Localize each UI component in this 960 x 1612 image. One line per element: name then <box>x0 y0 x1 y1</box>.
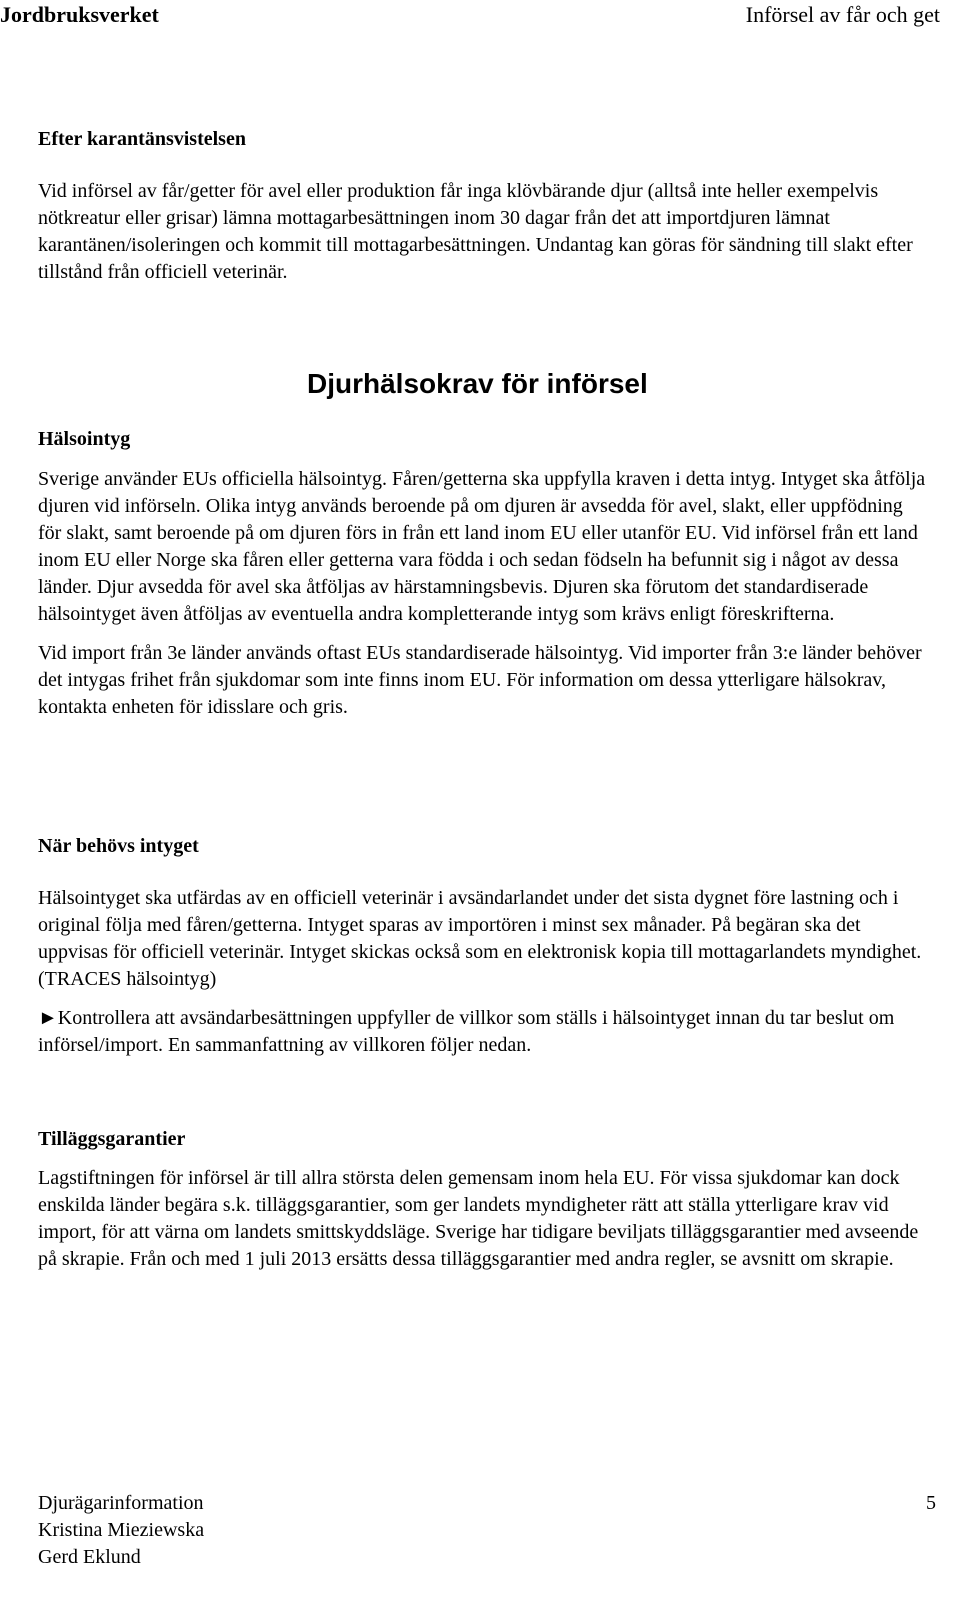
footer-line-1: Djurägarinformation <box>38 1492 204 1514</box>
paragraph-halsointyg-2: Vid import från 3e länder används oftast EUs standardiserade hälsointyg. Vid importer från 3:e länder behöver det intygas frihet från sjukdomar som inte finns inom EU. För information om dessa ytterligare hälsokrav, kontakta enheten för idisslare och gris. <box>38 642 922 718</box>
header-organization: Jordbruksverket <box>0 2 159 27</box>
paragraph-nar-1: Hälsointyget ska utfärdas av en officiell veterinär i avsändarlandet under det sista dygnet före lastning och i original följa med fåren/getterna. Intyget sparas av importören i minst sex månader. På begäran ska det uppvisas för officiell veterinär. Intyget skickas också som en elektronisk kopia till mottagarlandets myndighet. (TRACES hälsointyg) <box>38 887 922 990</box>
header-document-title: Införsel av får och get <box>745 2 940 27</box>
section-nar-body <box>38 885 928 1059</box>
footer-line-2: Kristina Mieziewska <box>38 1519 205 1541</box>
heading-efter-karantansvistelsen: Efter karantänsvistelsen <box>38 128 246 150</box>
paragraph-text: Vid införsel av får/getter för avel eller produktion får inga klövbärande djur (alltså inte heller exempelvis nötkreatur eller grisar) lämna mottagarbesättningen inom 30 dagar från det att importdjuren lämnat karantänen/isoleringen och kommit till mottagarbesättningen. Undantag kan göras för sändning till slakt efter tillstånd från officiell veterinär. <box>38 180 913 283</box>
paragraph-efter-karantan <box>38 178 928 286</box>
arrow-right-icon: ► <box>38 1007 58 1029</box>
section-halsointyg-body <box>38 466 928 721</box>
section-tillagg-body <box>38 1165 928 1273</box>
heading-halsointyg: Hälsointyg <box>38 428 131 450</box>
heading-tillaggsgarantier: Tilläggsgarantier <box>38 1128 186 1150</box>
paragraph-tillagg: Lagstiftningen för införsel är till allra största delen gemensam inom hela EU. För vissa sjukdomar kan dock enskilda länder begära s.k. tilläggsgarantier, som ger landets myndigheter rätt att ställa ytterligare krav vid import, för att värna om landets smittskyddsläge. Sverige har tidigare beviljats tilläggsgarantier med avseende på skrapie. Från och med 1 juli 2013 ersätts dessa tilläggsgarantier med andra regler, se avsnitt om skrapie. <box>38 1167 919 1270</box>
heading-nar-behovs-intyget: När behövs intyget <box>38 835 199 857</box>
footer <box>38 1490 204 1571</box>
paragraph-nar-2 <box>38 1005 928 1059</box>
paragraph-halsointyg-1: Sverige använder EUs officiella hälsointyg. Fåren/getterna ska uppfylla kraven i detta intyg. Intyget ska åtfölja djuren vid införseln. Olika intyg används beroende på om djuren är avsedda för avel, slakt, eller uppfödning för slakt, samt beroende på om djuren förs in från ett land inom EU eller utanför EU. Vid införsel från ett land inom EU eller Norge ska fåren eller getterna vara födda i och sedan födseln ha befunnit sig i något av dessa länder. Djur avsedda för avel ska åtföljas av härstamningsbevis. Djuren ska förutom det standardiserade hälsointyget även åtföljas av eventuella andra kompletterande intyg som krävs enligt föreskrifterna. <box>38 468 926 625</box>
main-title: Djurhälsokrav för införsel <box>307 368 648 399</box>
paragraph-nar-2-text: Kontrollera att avsändarbesättningen uppfyller de villkor som ställs i hälsointyget innan du tar beslut om införsel/import. En sammanfattning av villkoren följer nedan. <box>38 1007 895 1056</box>
page-number: 5 <box>926 1492 936 1514</box>
footer-line-3: Gerd Eklund <box>38 1546 141 1568</box>
